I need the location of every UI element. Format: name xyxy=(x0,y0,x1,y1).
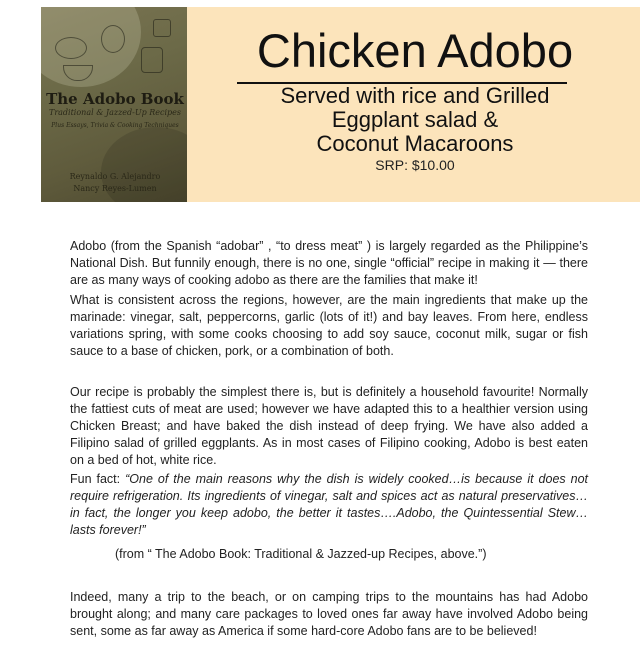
page-subtitle xyxy=(190,84,640,156)
page-title: Chicken Adobo xyxy=(256,24,574,77)
book-cover-title: The Adobo Book xyxy=(46,90,184,108)
book-cover-tagline: Plus Essays, Trivia & Cooking Techniques xyxy=(51,122,179,129)
book-cover-author-2: Nancy Reyes-Lumen xyxy=(73,184,157,193)
pot-doodle-icon xyxy=(55,37,87,59)
jar-doodle-icon xyxy=(141,47,163,73)
garlic-doodle-icon xyxy=(101,25,125,53)
price-label: SRP: $10.00 xyxy=(375,157,455,173)
salt-doodle-icon xyxy=(153,19,171,37)
quote-source: (from “ The Adobo Book: Traditional & Jazzed-up Recipes, above.”) xyxy=(115,547,487,561)
subtitle-line-3: Coconut Macaroons xyxy=(316,131,514,156)
paragraph-our-recipe: Our recipe is probably the simplest there is, but is definitely a household favourite! Normally the fattiest cuts of meat are used; however we have adapted this to a healthier version using Chicken Breast; and have baked the dish instead of deep frying. We have also added a Filipino salad of grilled eggplants. As in most cases of Filipino cooking, Adobo is best eaten on a bed of hot, white rice. xyxy=(70,385,588,467)
paragraph-ingredients: What is consistent across the regions, however, are the main ingredients that make up the marinade: vinegar, salt, peppercorns, garlic (lots of it!) and bay leaves. From here, endless variations spring, with some cooks choosing to add soy sauce, coconut milk, sugar or fish sauce to a base of chicken, pork, or a combination of both. xyxy=(70,293,588,358)
subtitle-line-2: Eggplant salad & xyxy=(331,107,499,132)
paragraph-fun-fact xyxy=(70,471,588,539)
fun-fact-quote: “One of the main reasons why the dish is widely cooked…is because it does not require refrigeration. Its ingredients of vinegar, salt and spices act as natural preservatives…in fact, the longer you keep adobo, the better it tastes….Adobo, the Quintessential Stew…lasts forever!” xyxy=(70,472,588,537)
book-cover-author-1: Reynaldo G. Alejandro xyxy=(69,172,161,181)
paragraph-travel: Indeed, many a trip to the beach, or on camping trips to the mountains has had Adobo brought along; and many care packages to loved ones far away have involved Adobo being sent, some as far away as America if some hard-core Adobo fans are to be believed! xyxy=(70,590,588,638)
book-cover-subtitle: Traditional & Jazzed-Up Recipes xyxy=(48,108,181,117)
subtitle-line-1: Served with rice and Grilled xyxy=(280,83,550,108)
paragraph-intro: Adobo (from the Spanish “adobar” , “to dress meat” ) is largely regarded as the Philippine’s National Dish. But funnily enough, there is no one, single “official” recipe in making it — there are as many ways of cooking adobo as there are the families that make it! xyxy=(70,239,588,287)
fun-fact-label: Fun fact: xyxy=(70,472,126,486)
book-cover-image xyxy=(41,7,187,202)
